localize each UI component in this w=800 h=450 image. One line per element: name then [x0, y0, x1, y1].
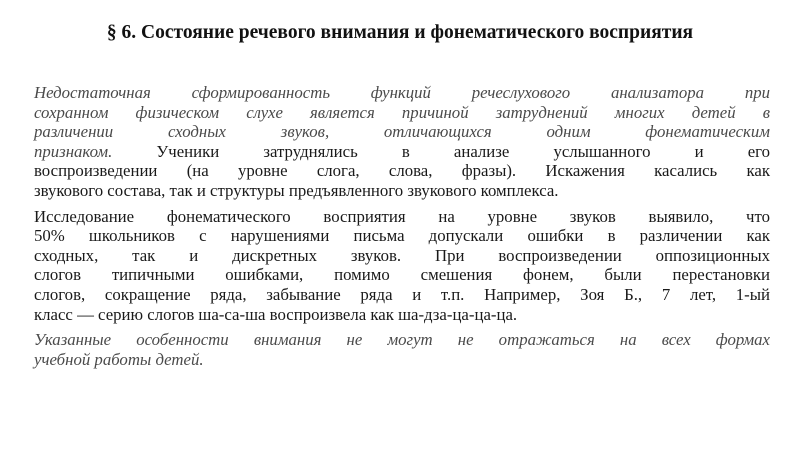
text-line: звукового состава, так и структуры предъявленного звукового комплекса. — [34, 180, 559, 200]
text-line: сходных, так и дискретных звуков. При воспроизведении оппозиционных — [34, 245, 770, 265]
text-line — [34, 141, 770, 162]
text-line: класс — серию слогов ша-са-ша воспроизвела как ша-дза-ца-ца-ца. — [34, 304, 518, 324]
text-line: слогов типичными ошибками, помимо смешения фонем, были перестановки — [34, 265, 770, 285]
text-line: учебной работы детей. — [34, 349, 204, 369]
text-line: Недостаточная сформированность функций речеслухового анализатора при — [34, 83, 770, 102]
text-line: Указанные особенности внимания не могут не отражаться на всех формах — [34, 330, 770, 350]
text-line: 50% школьников с нарушениями письма допускали ошибки в различении как — [34, 226, 770, 246]
slide-title: § 6. Состояние речевого внимания и фонематического восприятия — [106, 22, 694, 43]
text-line: сохранном физическом слухе является причиной затруднений многих детей в — [34, 102, 770, 122]
paragraph-speech-analyzer — [34, 83, 770, 201]
text-fragment: Ученики затруднялись в анализе услышанного и его — [112, 141, 770, 161]
text-line: различении сходных звуков, отличающихся одним фонематическим — [34, 122, 770, 142]
text-line: Исследование фонематического восприятия на уровне звуков выявило, что — [34, 206, 770, 226]
text-fragment-italic: признаком. — [34, 141, 113, 161]
paragraph-conclusion — [34, 330, 770, 369]
paragraph-phonemic-study — [34, 207, 770, 325]
text-line: воспроизведении (на уровне слога, слова, фразы). Искажения касались как — [34, 161, 770, 181]
text-line: слогов, сокращение ряда, забывание ряда и т.п. Например, Зоя Б., 7 лет, 1-ый — [34, 284, 770, 304]
slide-body — [34, 83, 770, 369]
